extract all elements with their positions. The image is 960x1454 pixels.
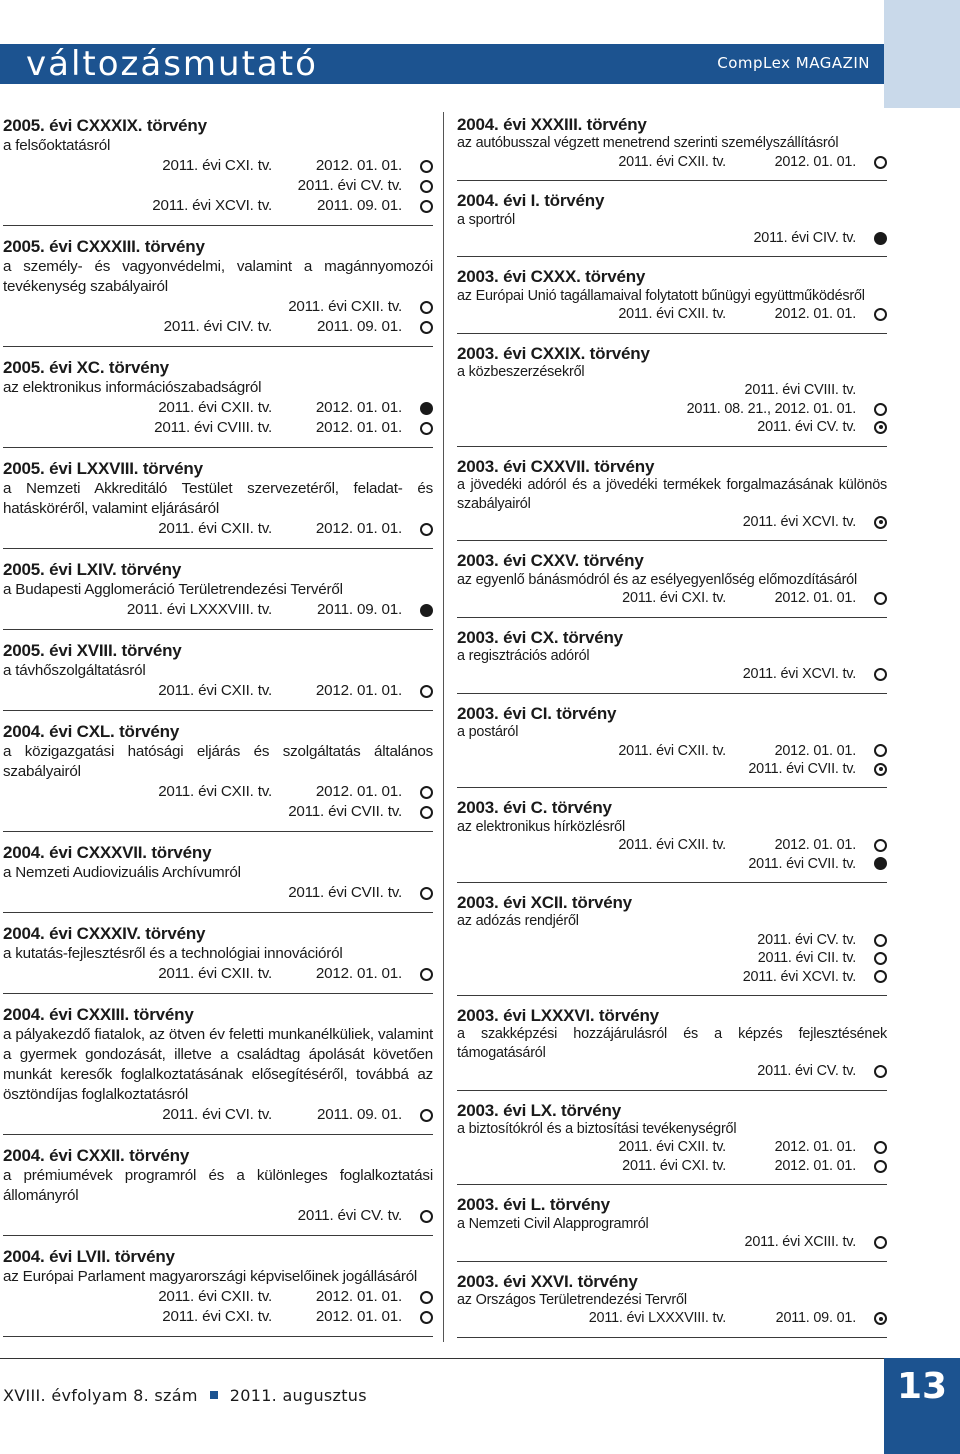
open-circle-icon [420,1210,433,1223]
law-entry [457,188,887,257]
corner-tab [884,0,960,108]
amendment-row [3,1307,433,1327]
law-description: az Európai Parlament magyarországi képviselőinek jogállásáról [3,1268,418,1285]
effective-date: 2011. 09. 01. [775,1310,856,1327]
amending-law: 2011. évi XCVI. tv. [742,513,856,530]
open-circle-icon [420,968,433,981]
open-circle-icon [874,952,887,965]
amendment-row [457,760,887,778]
column-divider [443,112,444,1342]
law-entry [3,354,433,448]
amendment-row [457,513,887,531]
amendment-row [3,519,433,539]
law-title: 2005. évi XC. törvény [3,358,169,377]
law-description: az Országos Területrendezési Tervről [457,1291,687,1308]
law-title: 2005. évi XVIII. törvény [3,641,182,660]
amending-law: 2011. évi CXI. tv. [162,157,272,174]
dotted-circle-icon [874,763,887,776]
open-circle-icon [874,744,887,757]
law-description: a sportról [457,211,515,228]
law-title: 2003. évi CXXVII. törvény [457,456,655,476]
open-circle-icon [420,422,433,435]
amendment-row [457,1157,887,1175]
law-entry [457,1098,887,1186]
law-title: 2003. évi XXVI. törvény [457,1271,638,1291]
law-entry [3,455,433,549]
effective-date: 2012. 01. 01. [315,682,402,699]
dotted-circle-icon [874,1312,887,1325]
effective-date: 2012. 01. 01. [774,837,856,854]
law-entry [457,625,887,694]
law-entry [457,1192,887,1261]
law-entry [3,839,433,913]
amendment-row [3,398,433,418]
law-entry [457,1269,887,1338]
law-description: az autóbusszal végzett menetrend szerinti személyszállításról [457,135,839,152]
amendment-row [457,1062,887,1080]
amendment-row [457,418,887,436]
open-circle-icon [420,685,433,698]
amending-law: 2011. évi CXII. tv. [158,965,272,982]
open-circle-icon [874,592,887,605]
law-description: a személy- és vagyonvédelmi, valamint a magánnyomozói tevékenység szabályairól [3,258,433,295]
amending-law: 2011. évi CV. tv. [757,419,856,436]
law-description: az elektronikus információszabadságról [3,379,262,396]
law-description: a Budapesti Agglomeráció Területrendezési Tervéről [3,581,343,598]
amending-law: 2011. évi CIV. tv. [163,318,272,335]
amending-law: 2011. évi XCVI. tv. [152,197,272,214]
amending-law: 2011. évi CV. tv. [297,1207,402,1224]
issue-date: 2011. augusztus [229,1386,367,1405]
amending-law: 2011. évi CXII. tv. [158,520,272,537]
law-entry [457,890,887,996]
law-title: 2005. évi CXXXIII. törvény [3,237,205,256]
amending-law: 2011. évi CVI. tv. [162,1106,272,1123]
effective-date: 2011. 09. 01. [317,197,402,214]
open-circle-icon [874,970,887,983]
law-title: 2004. évi CXXII. törvény [3,1146,190,1165]
amending-law: 2011. évi XCVI. tv. [742,968,856,985]
amendment-row [3,317,433,337]
law-title: 2004. évi XXXIII. törvény [457,115,647,134]
open-circle-icon [420,523,433,536]
separator-square [210,1391,218,1399]
law-title: 2004. évi I. törvény [457,191,605,211]
law-entry [457,264,887,333]
amendment-row [457,400,887,418]
filled-circle-icon [420,402,433,415]
effective-date: 2012. 01. 01. [774,742,856,759]
law-title: 2003. évi LXXXVI. törvény [457,1006,659,1026]
left-column [3,112,433,1344]
amendment-row [457,305,887,323]
law-description: a Nemzeti Audiovizuális Archívumról [3,864,241,881]
amending-law: 2011. évi CXII. tv. [288,298,402,315]
law-title: 2004. évi CXL. törvény [3,722,180,741]
amending-law: 2011. évi CVIII. tv. [154,419,272,436]
amendment-row [457,153,887,171]
amendment-row [457,855,887,873]
section-title: változásmutató [26,44,318,84]
open-circle-icon [874,839,887,852]
amendment-row [457,931,887,949]
amendment-row [3,1206,433,1226]
right-column [457,112,887,1345]
law-title: 2004. évi CXXXIV. törvény [3,924,206,943]
amending-law: 2011. évi CV. tv. [757,931,856,948]
open-circle-icon [420,786,433,799]
law-description: a prémiumévek programról és a különleges foglalkoztatási állományról [3,1167,433,1204]
law-title: 2003. évi CXXV. törvény [457,551,644,571]
law-description: a regisztrációs adóról [457,647,590,664]
law-description: a szakképzési hozzájárulásról és a képzés fejlesztésének támogatásáról [457,1026,887,1061]
law-entry [457,795,887,883]
amending-law: 2011. évi CXI. tv. [162,1308,272,1325]
amendment-row [457,836,887,854]
amending-law: 2011. évi CV. tv. [757,1063,856,1080]
law-description: a Nemzeti Akkreditáló Testület szervezetéről, feladat- és hatásköréről, valamint eljárásáról [3,480,433,517]
amendment-row [3,156,433,176]
law-title: 2003. évi CXXX. törvény [457,267,646,287]
law-description: a biztosítókról és a biztosítási tevékenységről [457,1121,737,1138]
law-title: 2004. évi CXXIII. törvény [3,1005,194,1024]
amending-law: 2011. évi CV. tv. [297,177,402,194]
law-title: 2004. évi CXXXVII. törvény [3,843,212,862]
open-circle-icon [420,806,433,819]
open-circle-icon [420,321,433,334]
amendment-row [3,418,433,438]
law-title: 2003. évi C. törvény [457,798,612,818]
effective-date: 2012. 01. 01. [315,399,402,416]
effective-date: 2012. 01. 01. [774,153,856,170]
amendment-row [457,1138,887,1156]
open-circle-icon [420,200,433,213]
law-title: 2005. évi LXXVIII. törvény [3,459,203,478]
effective-date: 2012. 01. 01. [315,520,402,537]
law-entry [3,233,433,347]
law-description: az adózás rendjéről [457,913,579,930]
open-circle-icon [874,1160,887,1173]
law-entry [3,920,433,994]
amendment-row [457,742,887,760]
amending-law: 2011. évi CXII. tv. [618,306,726,323]
effective-date: 2012. 01. 01. [774,1157,856,1174]
open-circle-icon [874,934,887,947]
amendment-row [3,176,433,196]
law-entry [3,1142,433,1236]
effective-date: 2012. 01. 01. [315,1308,402,1325]
magazine-name: CompLex MAGAZIN [717,54,870,72]
amendment-row [457,589,887,607]
amendment-row [3,1287,433,1307]
open-circle-icon [874,308,887,321]
footer-issue [3,1386,367,1405]
law-entry [457,701,887,789]
law-entry [3,556,433,630]
amendment-row [3,600,433,620]
law-description: a közigazgatási hatósági eljárás és szolgáltatás általános szabályairól [3,743,433,780]
law-title: 2003. évi XCII. törvény [457,893,632,912]
amendment-row [3,782,433,802]
amendment-row [457,229,887,247]
law-description: a Nemzeti Civil Alapprogramról [457,1215,649,1232]
amending-law: 2011. évi XCVI. tv. [742,666,856,683]
amendment-row [3,681,433,701]
filled-circle-icon [874,232,887,245]
law-title: 2003. évi LX. törvény [457,1100,621,1120]
law-description: az elektronikus hírközlésről [457,818,625,835]
amendment-row [457,968,887,986]
amending-law: 2011. évi CIV. tv. [753,230,856,247]
law-entry [3,718,433,832]
amending-law: 2011. évi CXI. tv. [622,1157,726,1174]
dotted-circle-icon [874,516,887,529]
filled-circle-icon [874,857,887,870]
amendment-row [3,802,433,822]
amending-law: 2011. évi CVII. tv. [288,803,402,820]
amending-law: 2011. évi CXII. tv. [158,682,272,699]
effective-date: 2011. 09. 01. [317,601,402,618]
amending-law: 2011. évi CXII. tv. [158,783,272,800]
amendment-row [457,665,887,683]
open-circle-icon [420,1311,433,1324]
dotted-circle-icon [874,421,887,434]
open-circle-icon [874,1141,887,1154]
amending-law: 2011. évi CVII. tv. [748,760,856,777]
open-circle-icon [420,1109,433,1122]
open-circle-icon [874,403,887,416]
amendment-row [457,1233,887,1251]
amending-law: 2011. 08. 21., 2012. 01. 01. [686,400,856,417]
effective-date: 2012. 01. 01. [315,965,402,982]
open-circle-icon [420,160,433,173]
law-title: 2004. évi LVII. törvény [3,1247,175,1266]
effective-date: 2012. 01. 01. [774,1139,856,1156]
law-description: a jövedéki adóról és a jövedéki termékek forgalmazásának különös szabályairól [457,477,887,512]
amending-law: 2011. évi CXII. tv. [158,1288,272,1305]
open-circle-icon [874,1065,887,1078]
law-entry [3,1001,433,1135]
law-description: a közbeszerzésekről [457,364,585,381]
open-circle-icon [420,301,433,314]
issue-label: XVIII. évfolyam 8. szám [3,1386,198,1405]
law-entry [3,112,433,226]
amending-law: 2011. évi CXII. tv. [618,742,726,759]
amending-law: 2011. évi CII. tv. [757,950,856,967]
effective-date: 2011. 09. 01. [317,318,402,335]
amendment-row [3,196,433,216]
law-description: a postáról [457,724,519,741]
effective-date: 2012. 01. 01. [774,306,856,323]
amending-law: 2011. évi CXII. tv. [618,837,726,854]
open-circle-icon [420,887,433,900]
law-description: a távhőszolgáltatásról [3,662,146,679]
amendment-row [457,949,887,967]
law-title: 2003. évi CI. törvény [457,703,617,723]
amending-law: 2011. évi CXI. tv. [622,590,726,607]
page-number: 13 [896,1366,948,1407]
effective-date: 2012. 01. 01. [774,590,856,607]
effective-date: 2011. 09. 01. [317,1106,402,1123]
effective-date: 2012. 01. 01. [315,157,402,174]
law-description: az Európai Unió tagállamaival folytatott bűnügyi együttműködésről [457,287,865,304]
amendment-row [3,1105,433,1125]
amending-law: 2011. évi CXII. tv. [158,399,272,416]
footer-rule [0,1358,886,1359]
law-entry [3,637,433,711]
open-circle-icon [874,1236,887,1249]
amending-law: 2011. évi XCIII. tv. [744,1234,856,1251]
amending-law: 2011. évi CVIII. tv. [744,382,856,399]
open-circle-icon [420,180,433,193]
law-description: a kutatás-fejlesztésről és a technológiai innovációról [3,945,343,962]
amending-law: 2011. évi CVII. tv. [748,855,856,872]
effective-date: 2012. 01. 01. [315,1288,402,1305]
amendment-row [457,1309,887,1327]
filled-circle-icon [420,604,433,617]
law-entry [457,341,887,447]
amending-law: 2011. évi LXXXVIII. tv. [126,601,272,618]
law-entry [457,548,887,617]
law-entry [457,1003,887,1091]
effective-date: 2012. 01. 01. [315,783,402,800]
law-description: az egyenlő bánásmódról és az esélyegyenlőség előmozdításáról [457,571,857,588]
amendment-row [3,964,433,984]
law-title: 2003. évi L. törvény [457,1195,610,1215]
law-title: 2005. évi CXXXIX. törvény [3,116,207,135]
amending-law: 2011. évi CXII. tv. [618,1139,726,1156]
open-circle-icon [420,1291,433,1304]
open-circle-icon [874,668,887,681]
law-title: 2003. évi CX. törvény [457,627,623,647]
law-description: a felsőoktatásról [3,137,111,154]
open-circle-icon [874,156,887,169]
amending-law: 2011. évi CXII. tv. [618,153,726,170]
law-title: 2003. évi CXXIX. törvény [457,343,650,363]
law-entry [457,454,887,542]
amending-law: 2011. évi CVII. tv. [288,884,402,901]
amendment-row [457,381,887,399]
amending-law: 2011. évi LXXXVIII. tv. [588,1310,726,1327]
law-title: 2005. évi LXIV. törvény [3,560,182,579]
law-entry [457,112,887,181]
law-description: a pályakezdő fiatalok, az ötven év feletti munkanélküliek, valamint a gyermek gondozását, illetve a családtag ápolását követően munkát keresők foglalkoztatásának elősegítéséről, továbbá az ösztöndíjas foglalkoztatásról [3,1026,433,1103]
amendment-row [3,883,433,903]
amendment-row [3,297,433,317]
effective-date: 2012. 01. 01. [315,419,402,436]
law-entry [3,1243,433,1337]
